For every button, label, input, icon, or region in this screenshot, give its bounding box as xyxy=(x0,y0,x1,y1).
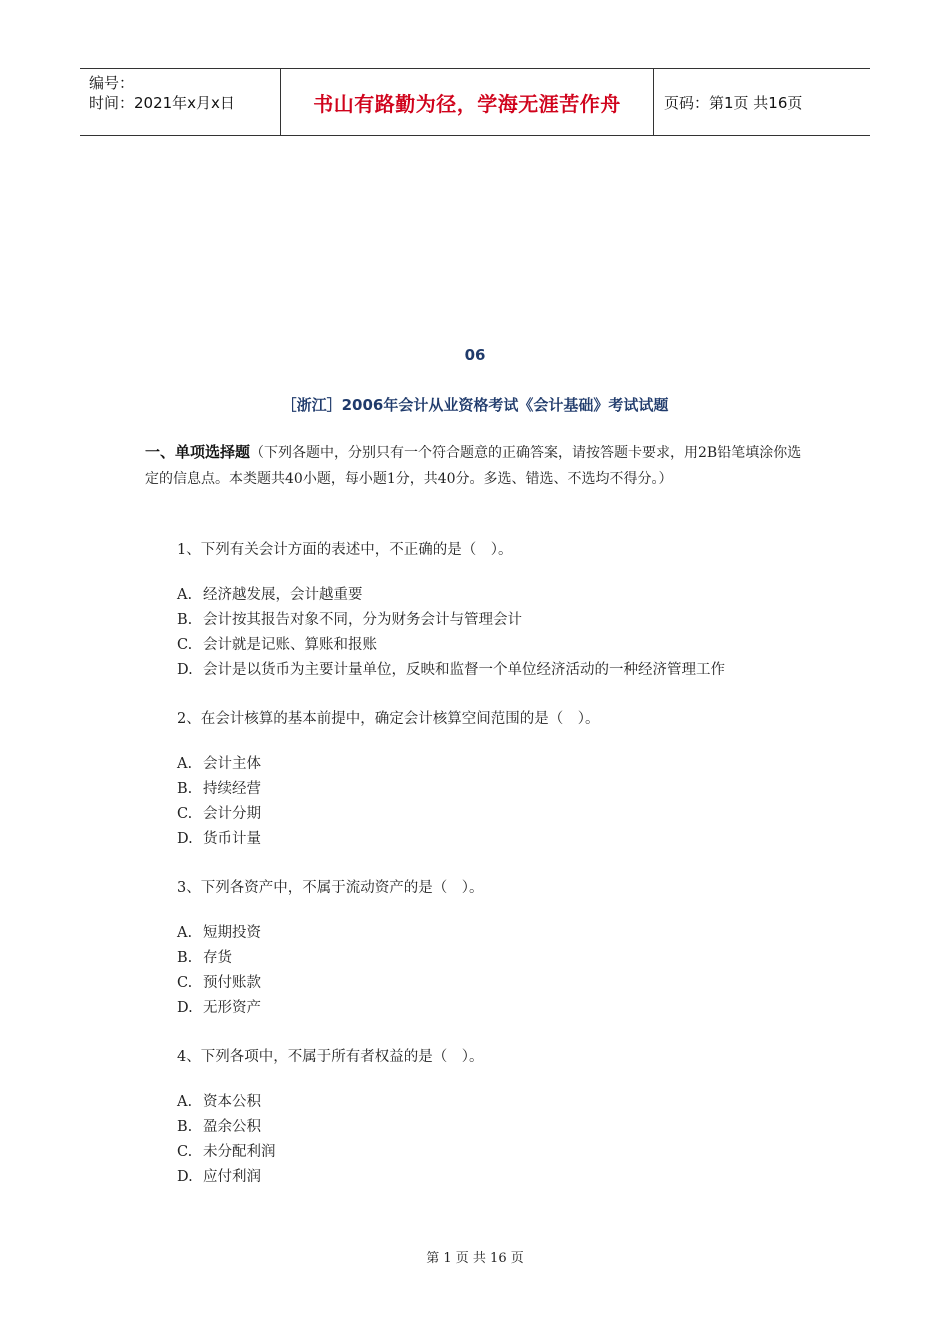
doc-title: ［浙江］2006年会计从业资格考试《会计基础》考试试题 xyxy=(281,396,669,414)
section-heading: 一、单项选择题 xyxy=(145,443,251,461)
option-letter: C. xyxy=(177,1144,193,1160)
date-label: 时间：2021年x月x日 xyxy=(89,94,235,112)
header-table xyxy=(80,68,870,136)
option-letter: C. xyxy=(177,637,193,653)
option-3a xyxy=(177,921,261,946)
option-text: 会计是以货币为主要计量单位，反映和监督一个单位经济活动的一种经济管理工作 xyxy=(203,662,725,678)
option-letter: D. xyxy=(177,662,193,678)
option-2c xyxy=(177,802,261,827)
option-text: 未分配利润 xyxy=(203,1144,276,1160)
option-text: 应付利润 xyxy=(203,1169,261,1185)
option-3b xyxy=(177,946,261,971)
option-4a xyxy=(177,1090,276,1115)
question-1: 1、下列有关会计方面的表述中，不正确的是（ ）。 xyxy=(177,542,513,558)
option-letter: C. xyxy=(177,806,193,822)
option-letter: D. xyxy=(177,1000,193,1016)
option-4d xyxy=(177,1165,276,1190)
option-letter: A. xyxy=(177,756,193,772)
option-text: 短期投资 xyxy=(203,925,261,941)
option-text: 货币计量 xyxy=(203,831,261,847)
option-letter: B. xyxy=(177,781,193,797)
header-page-info: 页码：第1页 共16页 xyxy=(664,93,803,112)
page-footer: 第 1 页 共 16 页 xyxy=(426,1251,524,1266)
option-text: 会计就是记账、算账和报账 xyxy=(203,637,377,653)
question-4: 4、下列各项中，不属于所有者权益的是（ ）。 xyxy=(177,1049,484,1065)
option-text: 会计按其报告对象不同，分为财务会计与管理会计 xyxy=(203,612,522,628)
option-2a xyxy=(177,752,261,777)
doc-code: 06 xyxy=(464,346,486,364)
option-letter: B. xyxy=(177,612,193,628)
option-text: 存货 xyxy=(203,950,232,966)
option-text: 经济越发展，会计越重要 xyxy=(203,587,363,603)
option-text: 会计主体 xyxy=(203,756,261,772)
option-letter: B. xyxy=(177,950,193,966)
header-meta-cell xyxy=(80,69,281,135)
option-letter: A. xyxy=(177,925,193,941)
option-letter: D. xyxy=(177,831,193,847)
option-letter: D. xyxy=(177,1169,193,1185)
option-letter: C. xyxy=(177,975,193,991)
number-label: 编号： xyxy=(89,74,135,92)
option-text: 资本公积 xyxy=(203,1094,261,1110)
option-letter: A. xyxy=(177,1094,193,1110)
option-1b xyxy=(177,608,725,633)
option-2b xyxy=(177,777,261,802)
option-3d xyxy=(177,996,261,1021)
question-3: 3、下列各资产中，不属于流动资产的是（ ）。 xyxy=(177,880,484,896)
option-letter: A. xyxy=(177,587,193,603)
option-text: 盈余公积 xyxy=(203,1119,261,1135)
option-letter: B. xyxy=(177,1119,193,1135)
option-text: 会计分期 xyxy=(203,806,261,822)
option-4c xyxy=(177,1140,276,1165)
section-intro xyxy=(145,439,810,492)
question-2-options xyxy=(177,752,261,852)
option-text: 预付账款 xyxy=(203,975,261,991)
header-motto: 书山有路勤为径，学海无涯苦作舟 xyxy=(281,69,654,135)
section-instructions: （下列各题中，分别只有一个符合题意的正确答案，请按答题卡要求，用2B铅笔填涂你选定的信息点。本类题共40小题，每小题1分，共40分。多选、错选、不选均不得分。） xyxy=(145,445,802,487)
option-2d xyxy=(177,827,261,852)
option-3c xyxy=(177,971,261,996)
question-3-options xyxy=(177,921,261,1021)
option-1c xyxy=(177,633,725,658)
question-2: 2、在会计核算的基本前提中，确定会计核算空间范围的是（ ）。 xyxy=(177,711,600,727)
option-1a xyxy=(177,583,725,608)
question-1-options xyxy=(177,583,725,683)
option-text: 无形资产 xyxy=(203,1000,261,1016)
option-text: 持续经营 xyxy=(203,781,261,797)
question-4-options xyxy=(177,1090,276,1190)
option-4b xyxy=(177,1115,276,1140)
option-1d xyxy=(177,658,725,683)
